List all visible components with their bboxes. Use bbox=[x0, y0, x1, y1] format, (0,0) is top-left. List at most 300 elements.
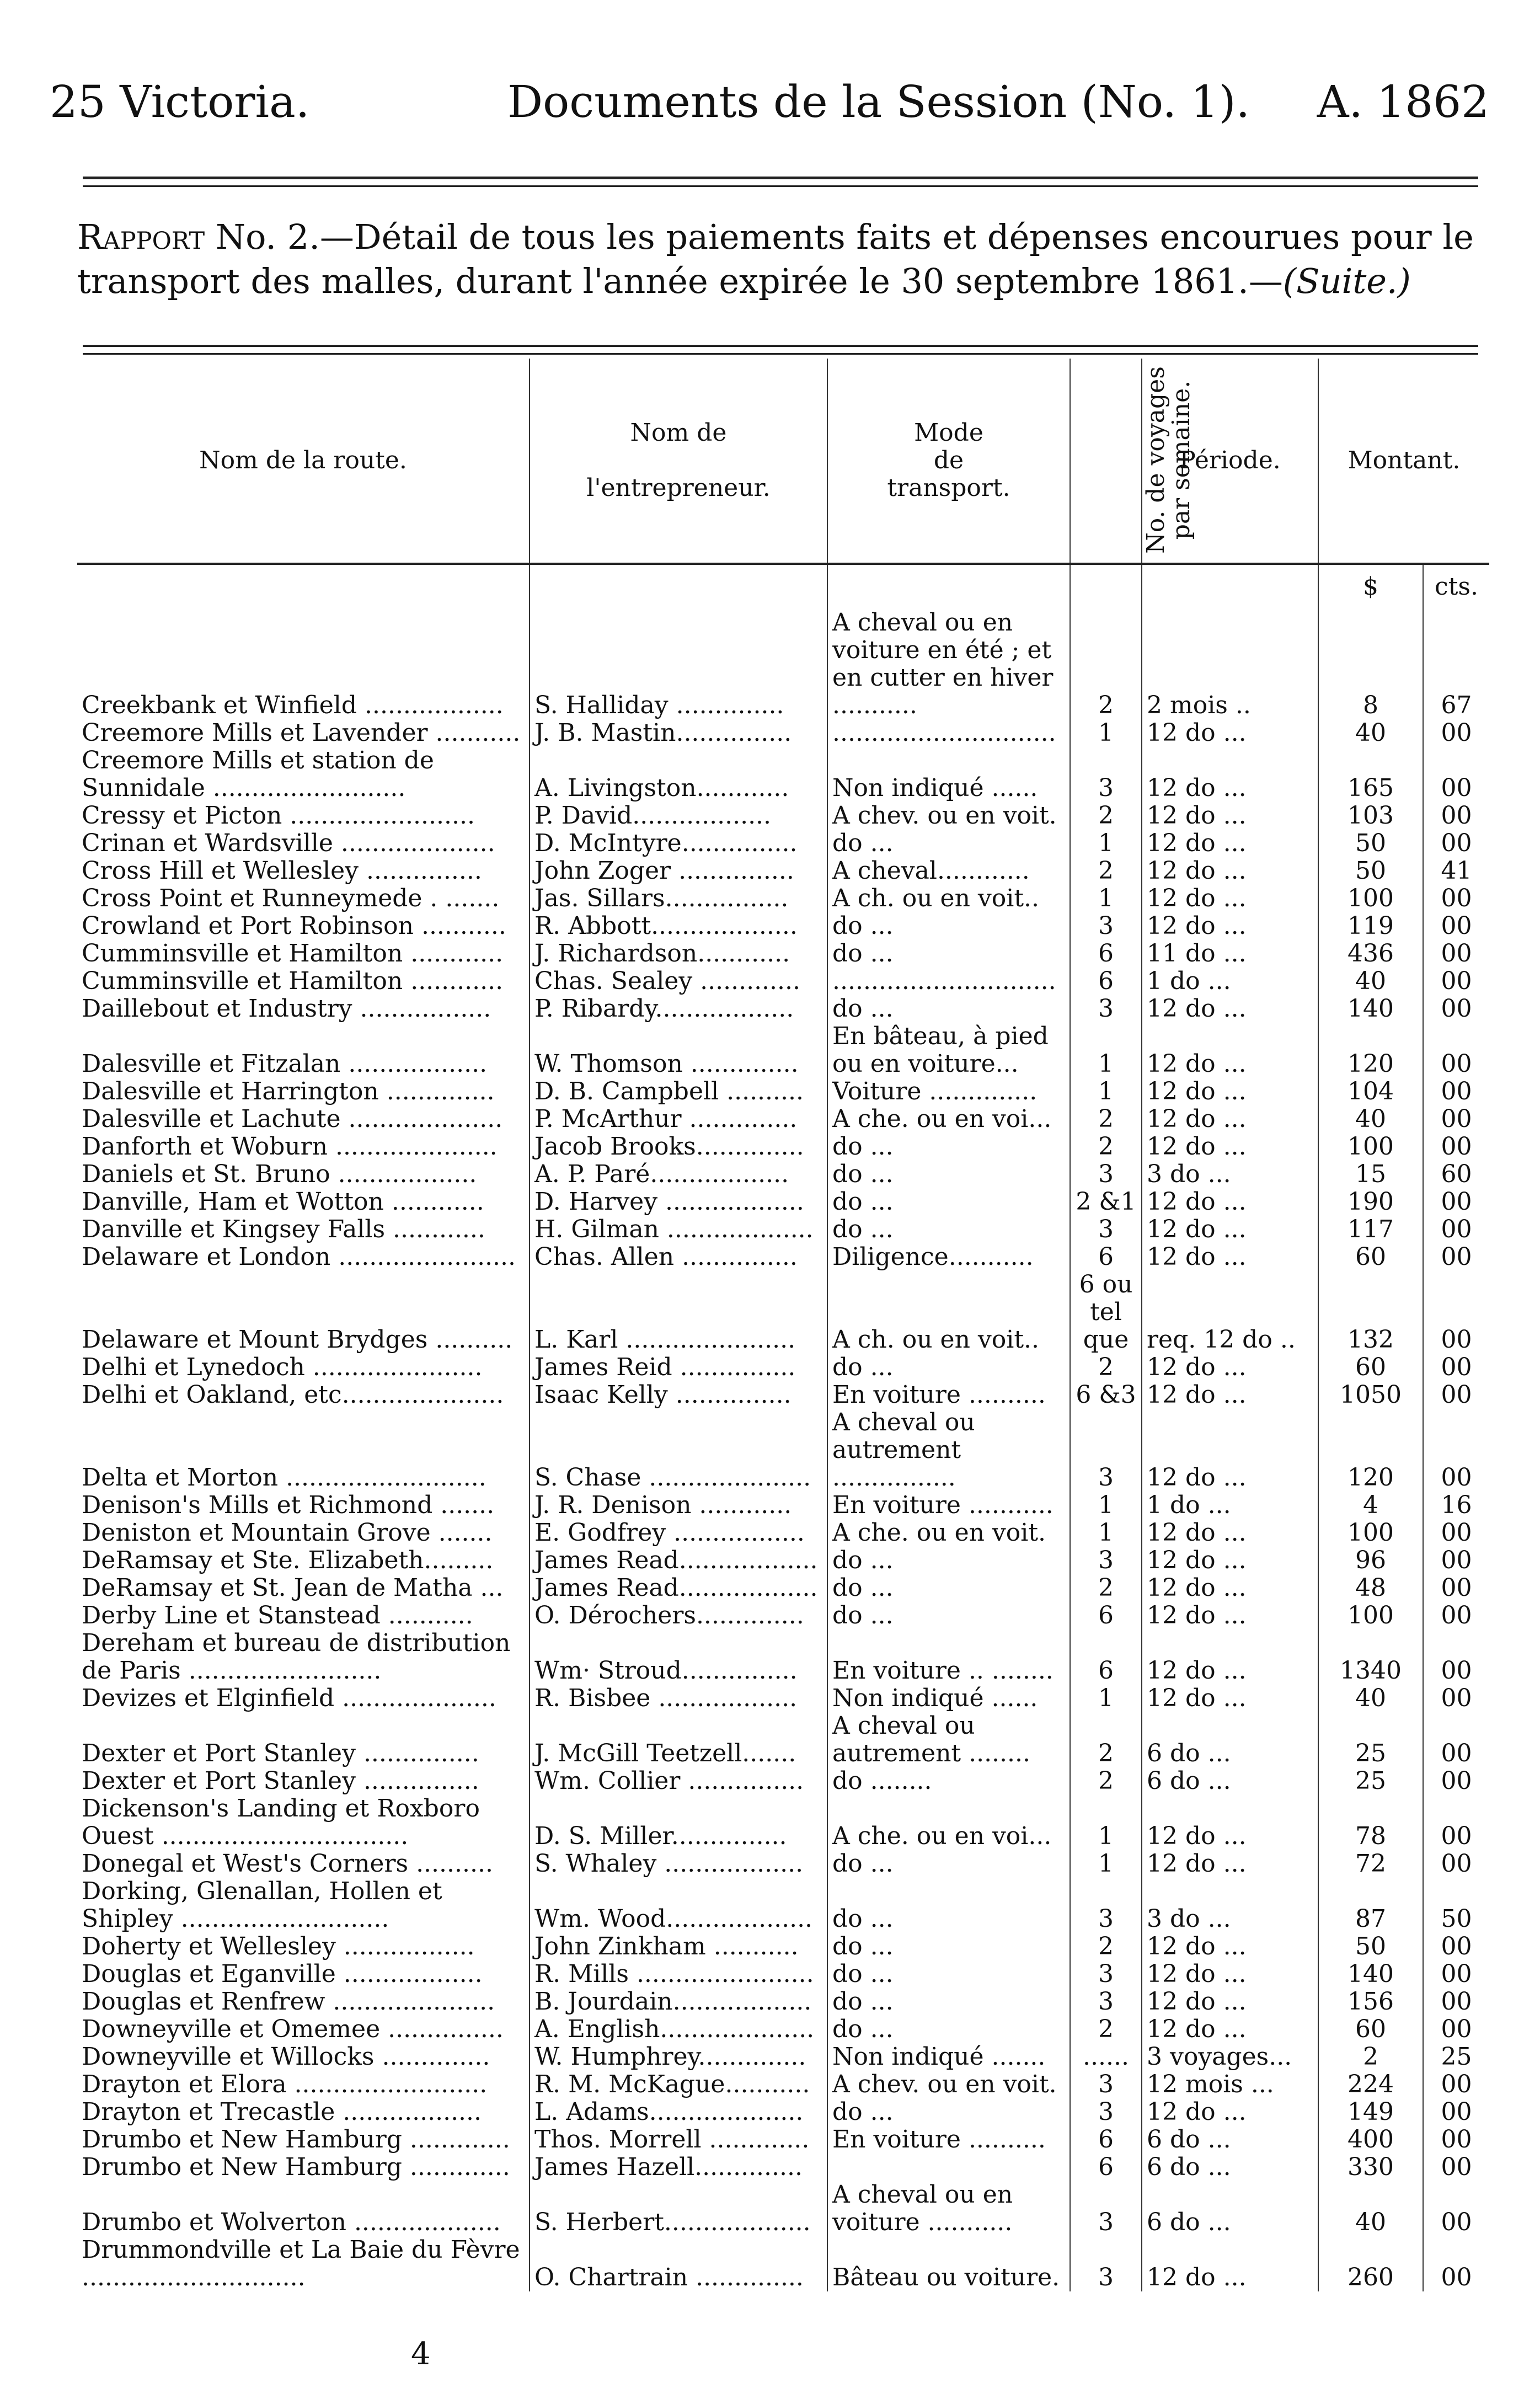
table-cell-trips: 3 bbox=[1070, 2236, 1142, 2291]
table-cell-trips: 1 bbox=[1070, 1850, 1142, 1878]
table-cell-mode: A cheval............ bbox=[827, 857, 1070, 885]
table-cell-contractor: W. Thomson .............. bbox=[530, 1023, 827, 1078]
table-cell-dollars: 330 bbox=[1318, 2154, 1423, 2181]
table-cell-trips: 1 bbox=[1070, 830, 1142, 857]
table-cell-period: 12 do ... bbox=[1142, 1105, 1318, 1133]
table-cell-cents: 00 bbox=[1423, 1629, 1489, 1685]
table-cell-dollars: 165 bbox=[1318, 747, 1423, 802]
table-row bbox=[77, 1188, 1489, 1216]
table-cell-contractor: A. P. Paré.................. bbox=[530, 1161, 827, 1188]
table-cell-trips: 1 bbox=[1070, 1519, 1142, 1547]
table-cell-route: Creekbank et Winfield .................. bbox=[82, 691, 504, 719]
table-cell-contractor: James Read.................. bbox=[530, 1574, 827, 1602]
table-cell-dollars: 149 bbox=[1318, 2098, 1423, 2126]
header-rule-thin bbox=[83, 185, 1478, 187]
table-cell-route: Delaware et London ....................... bbox=[82, 1243, 516, 1271]
table-cell-trips: 3 bbox=[1070, 1960, 1142, 1988]
table-cell-route: Drayton et Trecastle .................. bbox=[82, 2098, 482, 2126]
table-row bbox=[77, 1960, 1489, 1988]
table-cell-mode: A cheval ou en voiture en été ; et en cutter en hiver ........... bbox=[827, 609, 1070, 719]
table-cell-cents: 67 bbox=[1423, 609, 1489, 719]
table-cell-dollars: 400 bbox=[1318, 2126, 1423, 2154]
table-row bbox=[77, 719, 1489, 747]
table-cell-period: 12 do ... bbox=[1142, 2016, 1318, 2043]
table-cell-trips: 3 bbox=[1070, 1409, 1142, 1492]
table-row bbox=[77, 1161, 1489, 1188]
table-cell-period: 12 mois ... bbox=[1142, 2071, 1318, 2098]
table-cell-cents: 00 bbox=[1423, 1023, 1489, 1078]
table-cell-dollars: 15 bbox=[1318, 1161, 1423, 1188]
table-cell-cents: 00 bbox=[1423, 1574, 1489, 1602]
table-cell-trips: 3 bbox=[1070, 1161, 1142, 1188]
table-cell-contractor: J. B. Mastin............... bbox=[530, 719, 827, 747]
table-cell-route: Daniels et St. Bruno .................. bbox=[82, 1160, 477, 1188]
table-cell-route: Delhi et Lynedoch ...................... bbox=[82, 1353, 483, 1381]
table-cell-mode: Non indiqué ...... bbox=[827, 747, 1070, 802]
table-cell-cents: 00 bbox=[1423, 1712, 1489, 1767]
table-cell-contractor: Wm. Wood................... bbox=[530, 1878, 827, 1933]
table-cell-mode: A ch. ou en voit.. bbox=[827, 1271, 1070, 1354]
table-cell-dollars: 2 bbox=[1318, 2043, 1423, 2071]
table-cell-cents: 00 bbox=[1423, 1519, 1489, 1547]
table-cell-cents: 00 bbox=[1423, 1354, 1489, 1381]
table-cell-dollars: 60 bbox=[1318, 1354, 1423, 1381]
table-cell-cents: 00 bbox=[1423, 2236, 1489, 2291]
table-cell-period: 12 do ... bbox=[1142, 1243, 1318, 1271]
table-cell-trips: 3 bbox=[1070, 912, 1142, 940]
table-cell-period: 12 do ... bbox=[1142, 1519, 1318, 1547]
table-cell-trips: 1 bbox=[1070, 1078, 1142, 1105]
table-row bbox=[77, 2126, 1489, 2154]
table-cell-route: Danville et Kingsey Falls ............ bbox=[82, 1215, 485, 1243]
table-cell-mode: A chev. ou en voit. bbox=[827, 2071, 1070, 2098]
table-cell-contractor: Chas. Allen ............... bbox=[530, 1243, 827, 1271]
table-cell-period: 6 do ... bbox=[1142, 1767, 1318, 1795]
table-cell-period: 11 do ... bbox=[1142, 940, 1318, 968]
report-title-text: No. 2.—Détail de tous les paiements faits et dépenses encourues pour le transport des malles, durant l'année expirée le 30 septembre 1861.— bbox=[77, 217, 1474, 301]
table-cell-route: Cross Hill et Wellesley ............... bbox=[82, 857, 482, 885]
table-cell-contractor: L. Karl ...................... bbox=[530, 1271, 827, 1354]
table-cell-dollars: 100 bbox=[1318, 885, 1423, 912]
table-cell-mode: Non indiqué ...... bbox=[827, 1685, 1070, 1712]
report-title-label: Rapport bbox=[77, 217, 205, 257]
table-cell-dollars: 100 bbox=[1318, 1133, 1423, 1161]
table-cell-dollars: 260 bbox=[1318, 2236, 1423, 2291]
table-cell-contractor: E. Godfrey ................. bbox=[530, 1519, 827, 1547]
table-cell-mode: A cheval ou autrement ................ bbox=[827, 1409, 1070, 1492]
table-row bbox=[77, 1519, 1489, 1547]
table-cell-contractor: R. M. McKague........... bbox=[530, 2071, 827, 2098]
table-cell-trips: 6 ou tel que bbox=[1070, 1271, 1142, 1354]
table-cell-cents: 50 bbox=[1423, 1878, 1489, 1933]
table-cell-cents: 00 bbox=[1423, 1078, 1489, 1105]
table-row bbox=[77, 1795, 1489, 1850]
table-cell-cents: 00 bbox=[1423, 2154, 1489, 2181]
table-cell-trips: 2 bbox=[1070, 1133, 1142, 1161]
table-cell-period: 12 do ... bbox=[1142, 747, 1318, 802]
table-cell-mode: do ... bbox=[827, 1188, 1070, 1216]
table-cell-contractor: R. Mills ....................... bbox=[530, 1960, 827, 1988]
table-row bbox=[77, 1933, 1489, 1960]
table-cell-route: Dorking, Glenallan, Hollen et Shipley ........................... bbox=[82, 1877, 442, 1933]
table-cell-trips: 6 bbox=[1070, 940, 1142, 968]
table-cell-route: Daillebout et Industry ................. bbox=[82, 995, 491, 1023]
running-header bbox=[50, 74, 1489, 135]
table-row bbox=[77, 1271, 1489, 1354]
table-cell-contractor: L. Adams.................... bbox=[530, 2098, 827, 2126]
table-cell-trips: 3 bbox=[1070, 2181, 1142, 2236]
table-cell-cents: 00 bbox=[1423, 1850, 1489, 1878]
table-cell-dollars: 50 bbox=[1318, 857, 1423, 885]
table-cell-trips: ...... bbox=[1070, 2043, 1142, 2071]
table-cell-mode: do ... bbox=[827, 1216, 1070, 1243]
table-cell-period: 12 do ... bbox=[1142, 857, 1318, 885]
table-cell-contractor: J. McGill Teetzell....... bbox=[530, 1712, 827, 1767]
table-cell-mode: A che. ou en voit. bbox=[827, 1519, 1070, 1547]
table-row bbox=[77, 1492, 1489, 1519]
table-cell-trips: 3 bbox=[1070, 2098, 1142, 2126]
table-cell-route: Dickenson's Landing et Roxboro Ouest ................................ bbox=[82, 1794, 480, 1850]
table-cell-cents: 00 bbox=[1423, 1105, 1489, 1133]
table-cell-trips: 3 bbox=[1070, 2071, 1142, 2098]
dollar-sign: $ bbox=[1318, 564, 1423, 609]
table-cell-period: 12 do ... bbox=[1142, 1933, 1318, 1960]
table-row bbox=[77, 912, 1489, 940]
col-period: Période. bbox=[1142, 359, 1318, 564]
table-cell-trips: 2 &1 bbox=[1070, 1188, 1142, 1216]
table-cell-route: Douglas et Renfrew ..................... bbox=[82, 1987, 495, 2016]
table-cell-contractor: D. McIntyre............... bbox=[530, 830, 827, 857]
table-cell-contractor: R. Abbott................... bbox=[530, 912, 827, 940]
table-cell-trips: 1 bbox=[1070, 1023, 1142, 1078]
table-cell-contractor: D. Harvey .................. bbox=[530, 1188, 827, 1216]
table-row bbox=[77, 1602, 1489, 1629]
table-cell-dollars: 120 bbox=[1318, 1409, 1423, 1492]
table-cell-period: 12 do ... bbox=[1142, 1188, 1318, 1216]
table-cell-period: 12 do ... bbox=[1142, 1078, 1318, 1105]
table-cell-trips: 3 bbox=[1070, 1878, 1142, 1933]
table-cell-route: Crinan et Wardsville .................... bbox=[82, 829, 495, 857]
table-row bbox=[77, 1574, 1489, 1602]
table-cell-mode: En bâteau, à pied ou en voiture... bbox=[827, 1023, 1070, 1078]
table-cell-cents: 00 bbox=[1423, 1767, 1489, 1795]
col-amount: Montant. bbox=[1318, 359, 1489, 564]
table-row bbox=[77, 1547, 1489, 1574]
table-cell-trips: 1 bbox=[1070, 719, 1142, 747]
table-cell-cents: 00 bbox=[1423, 1243, 1489, 1271]
table-cell-contractor: W. Humphrey.............. bbox=[530, 2043, 827, 2071]
table-cell-contractor: Jas. Sillars................ bbox=[530, 885, 827, 912]
table-cell-mode: En voiture .. ........ bbox=[827, 1629, 1070, 1685]
header-rule bbox=[83, 177, 1478, 179]
table-cell-route: Downeyville et Omemee ............... bbox=[82, 2015, 504, 2043]
table-cell-mode: do ... bbox=[827, 912, 1070, 940]
table-cell-cents: 00 bbox=[1423, 1409, 1489, 1492]
table-cell-dollars: 25 bbox=[1318, 1712, 1423, 1767]
table-cell-cents: 00 bbox=[1423, 747, 1489, 802]
table-row bbox=[77, 885, 1489, 912]
table-cell-mode: do ... bbox=[827, 2016, 1070, 2043]
table-cell-trips: 2 bbox=[1070, 609, 1142, 719]
col-trips: No. de voyages par semaine. bbox=[1070, 359, 1142, 564]
table-cell-period: 3 do ... bbox=[1142, 1878, 1318, 1933]
table-row bbox=[77, 2098, 1489, 2126]
table-cell-trips: 1 bbox=[1070, 1492, 1142, 1519]
table-cell-trips: 6 bbox=[1070, 1243, 1142, 1271]
table-cell-cents: 00 bbox=[1423, 1133, 1489, 1161]
table-cell-cents: 00 bbox=[1423, 1271, 1489, 1354]
table-row bbox=[77, 2154, 1489, 2181]
table-row bbox=[77, 1216, 1489, 1243]
table-cell-cents: 00 bbox=[1423, 2181, 1489, 2236]
table-top-rule bbox=[83, 345, 1478, 347]
table-cell-mode: A cheval ou autrement ........ bbox=[827, 1712, 1070, 1767]
table-cell-contractor: John Zoger ............... bbox=[530, 857, 827, 885]
table-cell-dollars: 60 bbox=[1318, 2016, 1423, 2043]
table-cell-mode: Bâteau ou voiture. bbox=[827, 2236, 1070, 2291]
table-cell-cents: 00 bbox=[1423, 995, 1489, 1023]
table-cell-route: Drumbo et New Hamburg ............. bbox=[82, 2153, 510, 2181]
table-cell-route: Douglas et Eganville .................. bbox=[82, 1960, 483, 1988]
table-cell-route: Dalesville et Harrington .............. bbox=[82, 1077, 495, 1105]
table-cell-mode: En voiture .......... bbox=[827, 2126, 1070, 2154]
table-cell-dollars: 190 bbox=[1318, 1188, 1423, 1216]
table-cell-cents: 00 bbox=[1423, 885, 1489, 912]
table-cell-cents: 00 bbox=[1423, 2098, 1489, 2126]
table-row bbox=[77, 1023, 1489, 1078]
table-cell-cents: 00 bbox=[1423, 912, 1489, 940]
table-cell-period: 6 do ... bbox=[1142, 2154, 1318, 2181]
table-cell-route: Deniston et Mountain Grove ....... bbox=[82, 1519, 493, 1547]
table-row bbox=[77, 1078, 1489, 1105]
table-cell-period: 12 do ... bbox=[1142, 1795, 1318, 1850]
table-cell-cents: 00 bbox=[1423, 830, 1489, 857]
table-cell-cents: 00 bbox=[1423, 719, 1489, 747]
table-cell-cents: 41 bbox=[1423, 857, 1489, 885]
table-cell-cents: 00 bbox=[1423, 2126, 1489, 2154]
table-cell-route: Delta et Morton .......................... bbox=[82, 1463, 486, 1492]
table-cell-dollars: 100 bbox=[1318, 1602, 1423, 1629]
table-cell-dollars: 40 bbox=[1318, 1685, 1423, 1712]
table-cell-contractor: J. R. Denison ............ bbox=[530, 1492, 827, 1519]
table-cell-mode: do ... bbox=[827, 1574, 1070, 1602]
table-cell-cents: 60 bbox=[1423, 1161, 1489, 1188]
table-cell-mode: Non indiqué ....... bbox=[827, 2043, 1070, 2071]
table-row bbox=[77, 1629, 1489, 1685]
table-cell-route: Dalesville et Fitzalan .................. bbox=[82, 1050, 488, 1078]
table-cell-trips: 2 bbox=[1070, 1767, 1142, 1795]
table-cell-trips: 2 bbox=[1070, 857, 1142, 885]
table-cell-dollars: 132 bbox=[1318, 1271, 1423, 1354]
table-cell-route: Drummondville et La Baie du Fèvre ............................. bbox=[82, 2236, 520, 2291]
table-cell-trips: 3 bbox=[1070, 1216, 1142, 1243]
header-right: A. 1862 bbox=[1317, 76, 1489, 127]
table-cell-dollars: 103 bbox=[1318, 802, 1423, 830]
table-row bbox=[77, 940, 1489, 968]
table-cell-mode bbox=[827, 2154, 1070, 2181]
table-cell-contractor: John Zinkham ........... bbox=[530, 1933, 827, 1960]
table-cell-mode: En voiture .......... bbox=[827, 1381, 1070, 1409]
table-cell-trips: 2 bbox=[1070, 1574, 1142, 1602]
table-row bbox=[77, 1381, 1489, 1409]
table-cell-period: 1 do ... bbox=[1142, 968, 1318, 995]
table-cell-period: 12 do ... bbox=[1142, 1988, 1318, 2016]
table-cell-period: 12 do ... bbox=[1142, 912, 1318, 940]
table-cell-contractor: O. Chartrain .............. bbox=[530, 2236, 827, 2291]
header-left: 25 Victoria. bbox=[50, 76, 310, 127]
table-cell-contractor: James Reid ............... bbox=[530, 1354, 827, 1381]
table-cell-cents: 00 bbox=[1423, 1602, 1489, 1629]
table-cell-contractor: O. Dérochers.............. bbox=[530, 1602, 827, 1629]
table-cell-period: 12 do ... bbox=[1142, 995, 1318, 1023]
table-cell-mode: do ... bbox=[827, 1133, 1070, 1161]
table-cell-mode: do ... bbox=[827, 1354, 1070, 1381]
table-cell-period: 12 do ... bbox=[1142, 1960, 1318, 1988]
table-cell-dollars: 60 bbox=[1318, 1243, 1423, 1271]
table-cell-trips: 3 bbox=[1070, 1547, 1142, 1574]
table-cell-trips: 2 bbox=[1070, 802, 1142, 830]
table-cell-dollars: 120 bbox=[1318, 1023, 1423, 1078]
table-cell-cents: 16 bbox=[1423, 1492, 1489, 1519]
table-cell-trips: 2 bbox=[1070, 2016, 1142, 2043]
table-cell-cents: 00 bbox=[1423, 1188, 1489, 1216]
table-cell-trips: 2 bbox=[1070, 1933, 1142, 1960]
table-top-rule-thin bbox=[83, 353, 1478, 355]
table-cell-trips: 6 &3 bbox=[1070, 1381, 1142, 1409]
table-cell-period: 12 do ... bbox=[1142, 1685, 1318, 1712]
table-cell-dollars: 87 bbox=[1318, 1878, 1423, 1933]
table-cell-contractor: James Hazell.............. bbox=[530, 2154, 827, 2181]
table-cell-period: 12 do ... bbox=[1142, 2236, 1318, 2291]
table-row bbox=[77, 1712, 1489, 1767]
col-route: Nom de la route. bbox=[77, 359, 530, 564]
table-cell-dollars: 40 bbox=[1318, 2181, 1423, 2236]
table-row bbox=[77, 2236, 1489, 2291]
table-cell-cents: 00 bbox=[1423, 2071, 1489, 2098]
table-cell-contractor: S. Herbert................... bbox=[530, 2181, 827, 2236]
table-cell-cents: 00 bbox=[1423, 1216, 1489, 1243]
table-cell-contractor: James Read.................. bbox=[530, 1547, 827, 1574]
table-cell-route: Creemore Mills et Lavender ........... bbox=[82, 719, 521, 747]
table-cell-period: 12 do ... bbox=[1142, 1547, 1318, 1574]
table-cell-route: Dereham et bureau de distribution de Paris ......................... bbox=[82, 1629, 511, 1685]
table-cell-cents: 00 bbox=[1423, 1960, 1489, 1988]
table-cell-mode: Diligence........... bbox=[827, 1243, 1070, 1271]
table-cell-route: Donegal et West's Corners .......... bbox=[82, 1850, 493, 1878]
table-cell-period: 3 voyages... bbox=[1142, 2043, 1318, 2071]
table-cell-dollars: 436 bbox=[1318, 940, 1423, 968]
table-cell-trips: 6 bbox=[1070, 2154, 1142, 2181]
table-cell-dollars: 104 bbox=[1318, 1078, 1423, 1105]
table-row bbox=[77, 1767, 1489, 1795]
units-row bbox=[77, 564, 1489, 609]
table-row bbox=[77, 1354, 1489, 1381]
table-cell-route: Danforth et Woburn ..................... bbox=[82, 1132, 498, 1161]
table-cell-cents: 00 bbox=[1423, 2016, 1489, 2043]
table-cell-period: 1 do ... bbox=[1142, 1492, 1318, 1519]
table-cell-dollars: 72 bbox=[1318, 1850, 1423, 1878]
table-cell-route: Dexter et Port Stanley ............... bbox=[82, 1739, 479, 1767]
table-cell-trips: 3 bbox=[1070, 1988, 1142, 2016]
header-center: Documents de la Session (No. 1). bbox=[507, 76, 1250, 127]
table-row bbox=[77, 1133, 1489, 1161]
table-cell-route: Cumminsville et Hamilton ............ bbox=[82, 939, 504, 968]
table-cell-period: 6 do ... bbox=[1142, 2181, 1318, 2236]
table-cell-mode: ............................. bbox=[827, 719, 1070, 747]
table-cell-dollars: 40 bbox=[1318, 719, 1423, 747]
table-cell-route: Danville, Ham et Wotton ............ bbox=[82, 1188, 484, 1216]
table-cell-dollars: 48 bbox=[1318, 1574, 1423, 1602]
table-cell-period: 12 do ... bbox=[1142, 830, 1318, 857]
table-row bbox=[77, 2016, 1489, 2043]
table-row bbox=[77, 1243, 1489, 1271]
table-cell-mode: ............................. bbox=[827, 968, 1070, 995]
table-cell-dollars: 100 bbox=[1318, 1519, 1423, 1547]
table-cell-mode: do ... bbox=[827, 1878, 1070, 1933]
table-cell-mode: En voiture ........... bbox=[827, 1492, 1070, 1519]
table-cell-route: Drumbo et Wolverton ................... bbox=[82, 2208, 501, 2236]
table-cell-dollars: 25 bbox=[1318, 1767, 1423, 1795]
table-cell-period: 12 do ... bbox=[1142, 1354, 1318, 1381]
table-cell-mode: A che. ou en voi... bbox=[827, 1795, 1070, 1850]
table-cell-trips: 3 bbox=[1070, 747, 1142, 802]
table-cell-contractor: J. Richardson............ bbox=[530, 940, 827, 968]
table-row bbox=[77, 802, 1489, 830]
col-contractor: Nom de l'entrepreneur. bbox=[530, 359, 827, 564]
table-cell-dollars: 50 bbox=[1318, 830, 1423, 857]
table-cell-period: 6 do ... bbox=[1142, 2126, 1318, 2154]
table-cell-trips: 2 bbox=[1070, 1105, 1142, 1133]
table-cell-cents: 00 bbox=[1423, 1933, 1489, 1960]
report-title-suite: (Suite.) bbox=[1282, 261, 1411, 301]
table-cell-cents: 00 bbox=[1423, 1795, 1489, 1850]
table-cell-route: DeRamsay et St. Jean de Matha ... bbox=[82, 1574, 504, 1602]
table-cell-dollars: 117 bbox=[1318, 1216, 1423, 1243]
table-cell-mode: do ... bbox=[827, 1988, 1070, 2016]
payments-table bbox=[77, 359, 1489, 2291]
table-cell-mode: do ... bbox=[827, 1933, 1070, 1960]
table-cell-mode: do ... bbox=[827, 1161, 1070, 1188]
table-cell-route: Cumminsville et Hamilton ............ bbox=[82, 967, 504, 995]
table-cell-trips: 2 bbox=[1070, 1354, 1142, 1381]
table-row bbox=[77, 1850, 1489, 1878]
table-cell-contractor: D. S. Miller............... bbox=[530, 1795, 827, 1850]
table-cell-mode: A cheval ou en voiture ........... bbox=[827, 2181, 1070, 2236]
table-cell-mode: do ... bbox=[827, 830, 1070, 857]
table-cell-contractor: B. Jourdain.................. bbox=[530, 1988, 827, 2016]
table-cell-dollars: 224 bbox=[1318, 2071, 1423, 2098]
table-cell-route: Denison's Mills et Richmond ....... bbox=[82, 1491, 495, 1519]
table-row bbox=[77, 857, 1489, 885]
table-cell-dollars: 8 bbox=[1318, 609, 1423, 719]
table-cell-contractor: A. Livingston............ bbox=[530, 747, 827, 802]
table-row bbox=[77, 830, 1489, 857]
table-cell-contractor: Jacob Brooks.............. bbox=[530, 1133, 827, 1161]
table-row bbox=[77, 995, 1489, 1023]
table-cell-period: 12 do ... bbox=[1142, 1629, 1318, 1685]
table-row bbox=[77, 609, 1489, 719]
table-cell-contractor: Chas. Sealey ............. bbox=[530, 968, 827, 995]
table-cell-period: 6 do ... bbox=[1142, 1712, 1318, 1767]
table-cell-mode: do ... bbox=[827, 940, 1070, 968]
table-cell-route: Drumbo et New Hamburg ............. bbox=[82, 2125, 510, 2154]
table-cell-period: 3 do ... bbox=[1142, 1161, 1318, 1188]
table-cell-contractor: P. McArthur .............. bbox=[530, 1105, 827, 1133]
table-cell-mode: Voiture .............. bbox=[827, 1078, 1070, 1105]
table-cell-period: 12 do ... bbox=[1142, 1381, 1318, 1409]
table-row bbox=[77, 2043, 1489, 2071]
table-cell-dollars: 156 bbox=[1318, 1988, 1423, 2016]
